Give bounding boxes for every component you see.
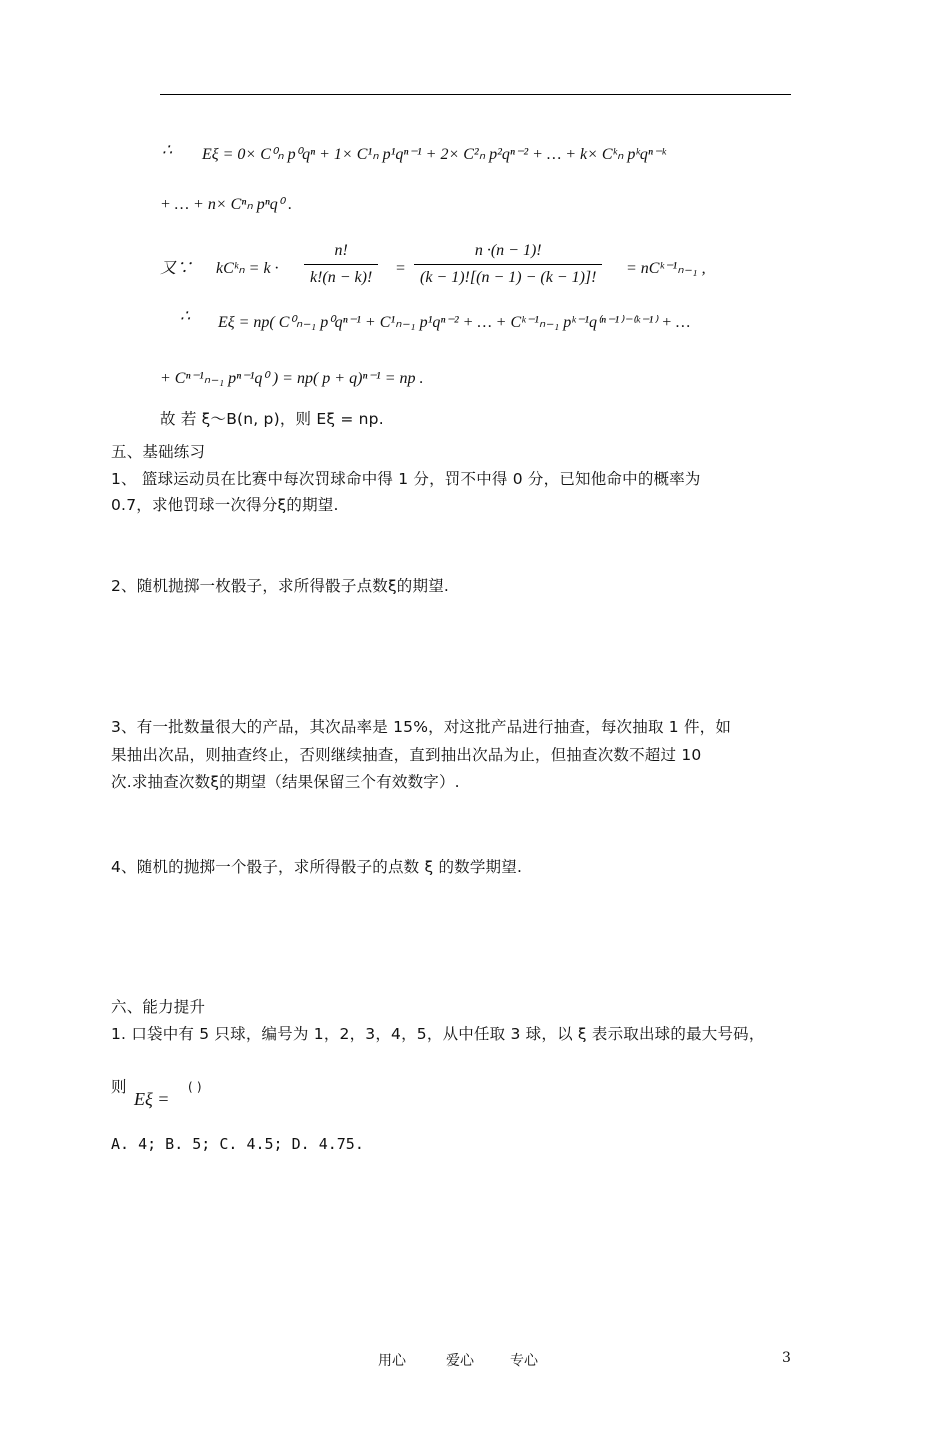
s5-q4: 4、随机的抛掷一个骰子，求所得骰子的点数 ξ 的数学期望. bbox=[111, 858, 523, 876]
fraction-1-denominator: k!(n − k)! bbox=[310, 269, 373, 286]
s5-q3-line-1: 3、有一批数量很大的产品，其次品率是 15%，对这批产品进行抽查，每次抽取 1 件，如 bbox=[111, 718, 732, 736]
header-rule bbox=[160, 94, 791, 95]
s5-q3-line-3: 次.求抽查次数ξ的期望（结果保留三个有效数字）. bbox=[111, 773, 460, 791]
section-6-title: 六、能力提升 bbox=[111, 998, 206, 1016]
s6-q1-blank: ( ) bbox=[188, 1080, 202, 1094]
proof-line-3-k: kCᵏₙ = k · bbox=[216, 260, 279, 277]
proof-line-1: Eξ = 0× C⁰ₙ p⁰qⁿ + 1× C¹ₙ p¹qⁿ⁻¹ + 2× C²ₙ p²qⁿ⁻² + … + k× Cᵏₙ pᵏqⁿ⁻ᵏ bbox=[202, 146, 666, 163]
s6-q1-expr: Eξ = bbox=[134, 1089, 170, 1109]
proof-line-4: Eξ = np( C⁰ₙ₋₁ p⁰qⁿ⁻¹ + C¹ₙ₋₁ p¹qⁿ⁻² + … + Cᵏ⁻¹ₙ₋₁ pᵏ⁻¹q⁽ⁿ⁻¹⁾⁻⁽ᵏ⁻¹⁾ + … bbox=[218, 314, 691, 331]
fraction-2-numerator: n ·(n − 1)! bbox=[414, 240, 602, 265]
s5-q3-line-2: 果抽出次品，则抽查终止，否则继续抽查，直到抽出次品为止，但抽查次数不超过 10 bbox=[111, 746, 702, 764]
fraction-2-denominator: (k − 1)![(n − 1) − (k − 1)]! bbox=[420, 269, 597, 286]
s5-q2: 2、随机抛掷一枚骰子，求所得骰子点数ξ的期望. bbox=[111, 577, 450, 595]
s6-q1-lead: 则 bbox=[111, 1078, 127, 1096]
fraction-1 bbox=[300, 240, 382, 289]
proof-line-3-tail: = nCᵏ⁻¹ₙ₋₁ , bbox=[626, 260, 706, 277]
s6-q1-options: A. 4; B. 5; C. 4.5; D. 4.75. bbox=[111, 1135, 364, 1153]
proof-line-3-eq: = bbox=[395, 260, 406, 277]
footer-motto-2: 爱心 bbox=[446, 1353, 474, 1369]
proof-conclusion: 故 若 ξ～B(n, p)，则 Eξ = np. bbox=[160, 410, 384, 428]
fraction-2 bbox=[410, 240, 606, 289]
footer-motto-1: 用心 bbox=[378, 1353, 406, 1369]
footer-motto-3: 专心 bbox=[510, 1353, 538, 1369]
page-number: 3 bbox=[782, 1350, 791, 1366]
proof-line-5: + Cⁿ⁻¹ₙ₋₁ pⁿ⁻¹q⁰ ) = np( p + q)ⁿ⁻¹ = np . bbox=[160, 370, 424, 387]
s6-q1-line-1: 1. 口袋中有 5 只球，编号为 1，2，3，4，5，从中任取 3 球，以 ξ 表示取出球的最大号码， bbox=[111, 1025, 765, 1043]
s5-q1-line-2: 0.7，求他罚球一次得分ξ的期望. bbox=[111, 496, 339, 514]
section-5-title: 五、基础练习 bbox=[111, 443, 206, 461]
proof-line-1-lead: ∴ bbox=[162, 142, 173, 159]
proof-line-2: + … + n× Cⁿₙ pⁿq⁰ . bbox=[160, 196, 293, 213]
proof-line-4-lead: ∴ bbox=[180, 308, 191, 325]
fraction-1-numerator: n! bbox=[304, 240, 378, 265]
proof-line-3-lead: 又∵ bbox=[160, 260, 193, 277]
s5-q1-line-1: 1、 篮球运动员在比赛中每次罚球命中得 1 分，罚不中得 0 分，已知他命中的概率为 bbox=[111, 470, 701, 488]
